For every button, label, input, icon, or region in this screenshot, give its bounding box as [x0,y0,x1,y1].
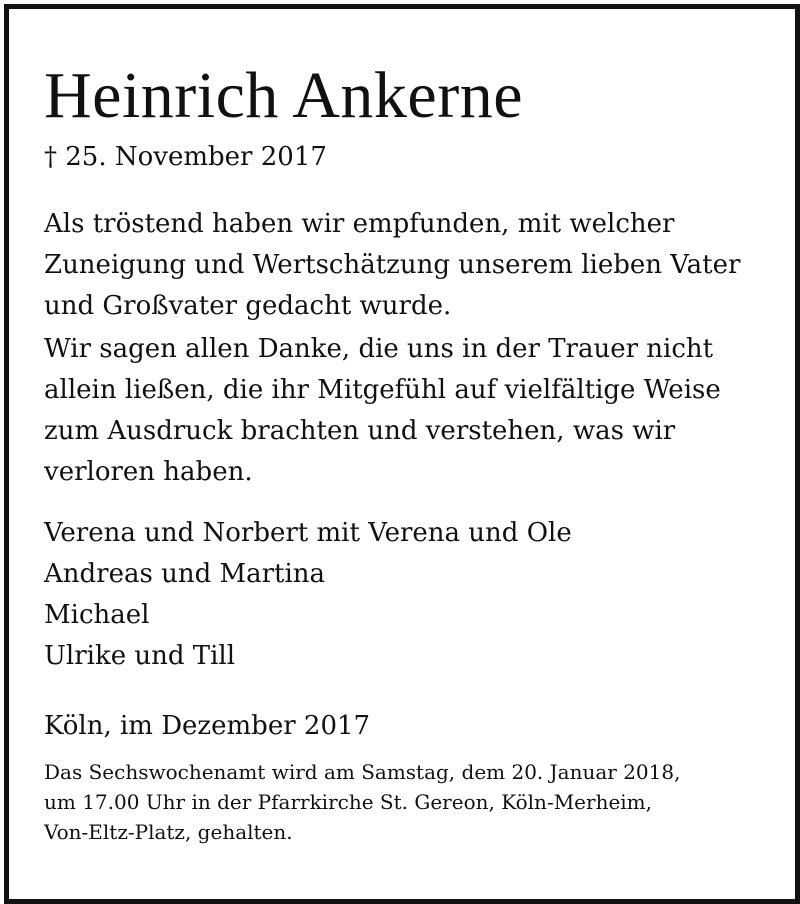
death-date: † 25. November 2017 [44,142,327,172]
place-date: Köln, im Dezember 2017 [44,711,371,741]
family-member: Michael [44,600,150,630]
family-member: Verena und Norbert mit Verena und Ole [44,518,572,548]
family-member: Ulrike und Till [44,641,236,671]
family-signatures [44,513,764,677]
text-line: verloren haben. [44,457,253,487]
text-line: Als tröstend haben wir empfunden, mit welcher [44,209,675,239]
deceased-name: Heinrich Ankerne [44,59,523,132]
gratitude-paragraph [44,204,764,327]
text-line: und Großvater gedacht wurde. [44,291,452,321]
obituary-notice [44,58,764,847]
text-line: Wir sagen allen Danke, die uns in der Trauer nicht [44,334,714,364]
text-line: Das Sechswochenamt wird am Samstag, dem 20. Januar 2018, [44,760,681,784]
text-line: um 17.00 Uhr in der Pfarrkirche St. Gereon, Köln-Merheim, [44,790,653,814]
thanks-paragraph [44,329,764,493]
family-member: Andreas und Martina [44,559,326,589]
text-line: Zuneigung und Wertschätzung unserem lieben Vater [44,250,741,280]
text-line: allein ließen, die ihr Mitgefühl auf vielfältige Weise [44,375,721,405]
text-line: Von-Eltz-Platz, gehalten. [44,820,293,844]
service-notice [44,757,764,847]
text-line: zum Ausdruck brachten und verstehen, was wir [44,416,676,446]
